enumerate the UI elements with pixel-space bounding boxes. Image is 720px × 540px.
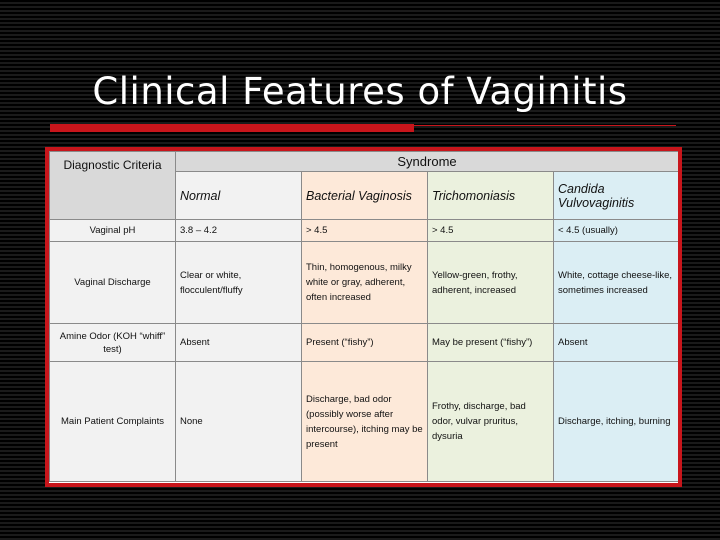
table-row [50, 242, 679, 324]
clinical-features-table-frame [45, 147, 682, 487]
table-cell: Absent [176, 324, 302, 362]
table-cell: > 4.5 [428, 220, 554, 242]
column-header-bacterial-vaginosis: Bacterial Vaginosis [302, 172, 428, 220]
table-cell: 3.8 – 4.2 [176, 220, 302, 242]
table-cell: May be present (“fishy”) [428, 324, 554, 362]
column-header-candida: Candida Vulvovaginitis [554, 172, 679, 220]
table-row [50, 362, 679, 482]
table-cell: Absent [554, 324, 679, 362]
row-label-amine-odor: Amine Odor (KOH “whiff” test) [50, 324, 176, 362]
table-cell: White, cottage cheese-like, sometimes increased [554, 242, 679, 324]
table-cell: Frothy, discharge, bad odor, vulvar pruritus, dysuria [428, 362, 554, 482]
slide-title: Clinical Features of Vaginitis [92, 70, 628, 113]
table-cell: Present (“fishy”) [302, 324, 428, 362]
table-cell: > 4.5 [302, 220, 428, 242]
row-label-vaginal-discharge: Vaginal Discharge [50, 242, 176, 324]
title-underline-line [414, 125, 676, 126]
table-cell: < 4.5 (usually) [554, 220, 679, 242]
syndrome-header: Syndrome [176, 152, 679, 172]
table-cell: Discharge, bad odor (possibly worse after intercourse), itching may be present [302, 362, 428, 482]
column-header-trichomoniasis: Trichomoniasis [428, 172, 554, 220]
table-row [50, 220, 679, 242]
table-cell: Clear or white, flocculent/fluffy [176, 242, 302, 324]
table-header-row [50, 152, 679, 172]
table-cell: Thin, homogenous, milky white or gray, adherent, often increased [302, 242, 428, 324]
clinical-features-table [49, 151, 679, 482]
column-header-normal: Normal [176, 172, 302, 220]
table-cell: None [176, 362, 302, 482]
table-cell: Discharge, itching, burning [554, 362, 679, 482]
table-cell: Yellow-green, frothy, adherent, increased [428, 242, 554, 324]
table-row [50, 324, 679, 362]
row-label-vaginal-ph: Vaginal pH [50, 220, 176, 242]
diagnostic-criteria-header: Diagnostic Criteria [50, 152, 176, 220]
row-label-main-complaints: Main Patient Complaints [50, 362, 176, 482]
title-underline-bar [50, 124, 414, 132]
